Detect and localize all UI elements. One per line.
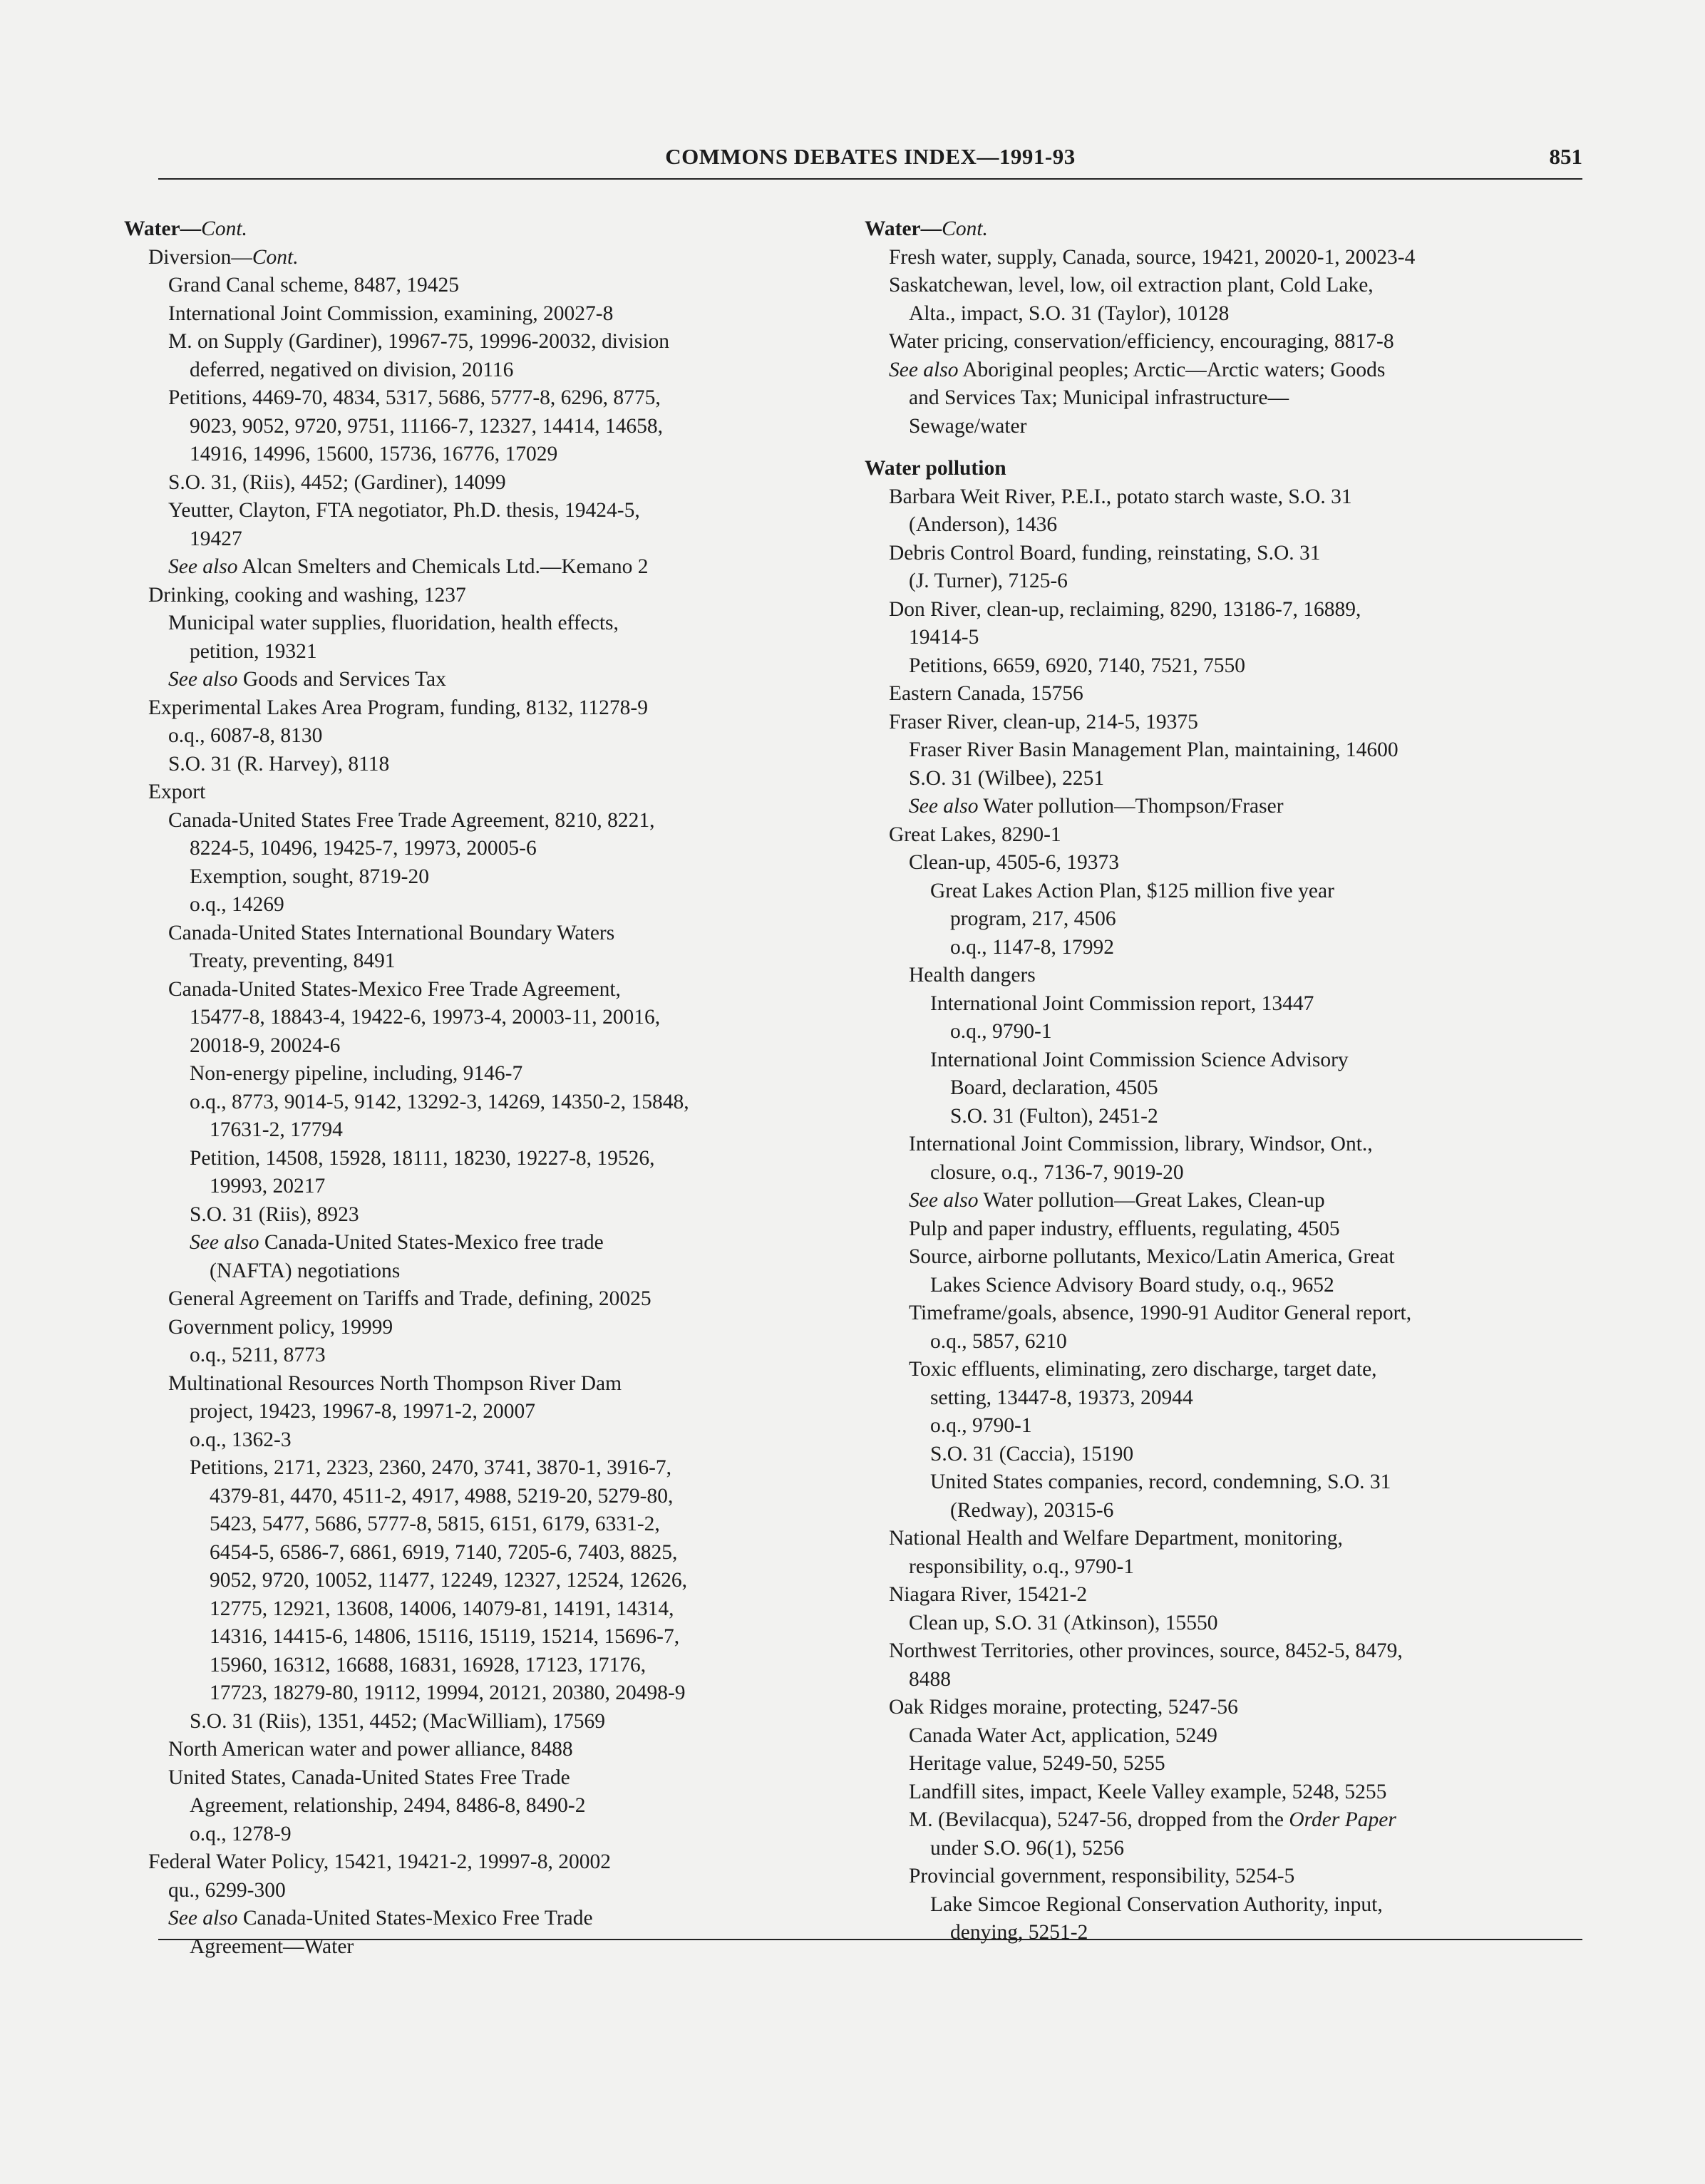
entry-text: Barbara Weit River, P.E.I., potato starch waste, S.O. 31: [889, 485, 1352, 508]
entry-text: 17723, 18279-80, 19112, 19994, 20121, 20380, 20498-9: [210, 1681, 686, 1704]
entry-text: S.O. 31 (Caccia), 15190: [930, 1442, 1134, 1466]
index-entry: [124, 413, 844, 441]
see-also-label: See also: [190, 1231, 259, 1254]
index-entry: [124, 1848, 844, 1877]
see-also-label: See also: [909, 795, 979, 818]
index-entry: [124, 1341, 844, 1370]
index-entry: [865, 1694, 1585, 1722]
index-entry: [124, 1510, 844, 1539]
index-entry: [865, 1919, 1585, 1947]
entry-text: o.q., 9790-1: [930, 1414, 1032, 1437]
entry-text: Fraser River, clean-up, 214-5, 19375: [889, 710, 1198, 733]
entry-italic-text: Cont.: [201, 217, 247, 240]
index-entry: [865, 849, 1585, 877]
index-entry: [865, 736, 1585, 765]
index-entry: [124, 891, 844, 920]
entry-text: 9052, 9720, 10052, 11477, 12249, 12327, 12524, 12626,: [210, 1569, 688, 1592]
entry-text: o.q., 8773, 9014-5, 9142, 13292-3, 14269, 14350-2, 15848,: [190, 1090, 689, 1113]
index-entry: [124, 920, 844, 948]
entry-text: National Health and Welfare Department, monitoring,: [889, 1527, 1343, 1550]
entry-text: closure, o.q., 7136-7, 9019-20: [930, 1160, 1184, 1184]
page-header: [158, 139, 1582, 175]
index-entry: [865, 934, 1585, 962]
entry-text: Canada-United States International Boundary Waters: [168, 921, 615, 944]
entry-text: Aboriginal peoples; Arctic—Arctic waters; Goods: [958, 358, 1386, 381]
index-entry: [124, 1257, 844, 1286]
index-entry: [124, 1314, 844, 1342]
entry-text: Water pricing, conservation/efficiency, encouraging, 8817-8: [889, 330, 1394, 353]
index-entry: [865, 1215, 1585, 1244]
index-entry: [865, 1018, 1585, 1046]
index-entry: [865, 1103, 1585, 1131]
entry-text: S.O. 31 (Wilbee), 2251: [909, 766, 1105, 790]
entry-text: 8488: [909, 1667, 951, 1691]
entry-text: o.q., 6087-8, 8130: [168, 724, 323, 747]
entry-italic-text: Cont.: [252, 245, 299, 269]
index-entry: [124, 1201, 844, 1230]
index-entry: [124, 1905, 844, 1933]
index-entry: [865, 483, 1585, 512]
entry-text: 19993, 20217: [210, 1175, 326, 1197]
entry-text: Diversion—: [148, 245, 252, 269]
entry-text: S.O. 31 (Riis), 8923: [190, 1202, 359, 1226]
index-entry: [865, 1750, 1585, 1778]
entry-text: M. (Bevilacqua), 5247-56, dropped from the: [909, 1808, 1289, 1831]
index-entry: [124, 328, 844, 356]
index-entry: [865, 272, 1585, 300]
index-entry: [865, 793, 1585, 821]
entry-text: Petition, 14508, 15928, 18111, 18230, 19227-8, 19526,: [190, 1146, 655, 1170]
index-entry: [124, 1877, 844, 1905]
index-entry: [124, 1736, 844, 1764]
entry-text: (Anderson), 1436: [909, 513, 1058, 536]
entry-text: Grand Canal scheme, 8487, 19425: [168, 274, 459, 297]
index-entry: [124, 1539, 844, 1567]
index-entry: [124, 1398, 844, 1426]
index-entry: [865, 1046, 1585, 1075]
entry-text: M. on Supply (Gardiner), 19967-75, 19996-20032, division: [168, 330, 670, 353]
index-entry: [124, 497, 844, 525]
entry-text: Petitions, 4469-70, 4834, 5317, 5686, 5777-8, 6296, 8775,: [168, 386, 661, 409]
index-entry: [865, 962, 1585, 990]
entry-text: Multinational Resources North Thompson River Dam: [168, 1371, 622, 1395]
entry-text: Canada-United States-Mexico Free Trade: [237, 1907, 593, 1930]
entry-text: Niagara River, 15421-2: [889, 1583, 1088, 1606]
index-entry: [124, 694, 844, 723]
entry-text: responsibility, o.q., 9790-1: [909, 1555, 1135, 1578]
index-entry: [865, 1637, 1585, 1666]
index-entry: [124, 1173, 844, 1201]
entry-text: 14916, 14996, 15600, 15736, 16776, 17029: [190, 443, 558, 465]
entry-text: Experimental Lakes Area Program, funding, 8132, 11278-9: [148, 696, 648, 719]
index-entry: [865, 384, 1585, 413]
entry-text: 12775, 12921, 13608, 14006, 14079-81, 14191, 14314,: [210, 1597, 674, 1620]
index-entry: [865, 1666, 1585, 1694]
index-entry: [865, 356, 1585, 385]
index-entry: [124, 863, 844, 892]
index-entry: [865, 1328, 1585, 1356]
entry-text: Canada Water Act, application, 5249: [909, 1724, 1217, 1747]
entry-text: S.O. 31, (Riis), 4452; (Gardiner), 14099: [168, 470, 506, 494]
entry-text: Northwest Territories, other provinces, source, 8452-5, 8479,: [889, 1639, 1403, 1662]
index-entry: [124, 1567, 844, 1595]
entry-text: denying, 5251-2: [950, 1921, 1088, 1944]
index-entry: [124, 609, 844, 638]
entry-text: 4379-81, 4470, 4511-2, 4917, 4988, 5219-20, 5279-80,: [210, 1484, 674, 1508]
entry-text: United States, Canada-United States Free Trade: [168, 1766, 570, 1789]
entry-text: Alta., impact, S.O. 31 (Taylor), 10128: [909, 302, 1230, 325]
index-entry: [124, 1595, 844, 1624]
entry-text: Lakes Science Advisory Board study, o.q., 9652: [930, 1273, 1334, 1297]
index-entry: [124, 356, 844, 385]
entry-text: Eastern Canada, 15756: [889, 682, 1083, 705]
index-entry: [124, 525, 844, 554]
entry-text: Sewage/water: [909, 414, 1027, 438]
index-entry: [865, 1356, 1585, 1384]
index-entry: [124, 1623, 844, 1652]
entry-text: Provincial government, responsibility, 5254-5: [909, 1865, 1295, 1887]
entry-text: Agreement—Water: [190, 1935, 354, 1958]
entry-text: Municipal water supplies, fluoridation, health effects,: [168, 612, 619, 634]
index-entry: [865, 1609, 1585, 1638]
index-entry: [865, 765, 1585, 793]
entry-text: Great Lakes Action Plan, $125 million five year: [930, 879, 1334, 902]
index-entry: [865, 990, 1585, 1019]
index-entry: [124, 1285, 844, 1314]
index-entry: [124, 1426, 844, 1455]
index-heading: [865, 455, 1585, 483]
see-also-label: See also: [909, 1189, 979, 1212]
index-entry: [124, 441, 844, 469]
entry-text: International Joint Commission, examining, 20027-8: [168, 302, 614, 325]
index-entry: [865, 1243, 1585, 1272]
entry-text: Treaty, preventing, 8491: [190, 949, 396, 972]
entry-text: Clean-up, 4505-6, 19373: [909, 851, 1119, 874]
entry-text: United States companies, record, condemning, S.O. 31: [930, 1470, 1391, 1493]
index-entry: [865, 1891, 1585, 1920]
index-entry: [124, 751, 844, 779]
index-entry: [124, 638, 844, 666]
entry-text: project, 19423, 19967-8, 19971-2, 20007: [190, 1400, 536, 1423]
footer-rule: [158, 1939, 1582, 1940]
entry-text: and Services Tax; Municipal infrastructure—: [909, 386, 1289, 409]
entry-text: Canada-United States Free Trade Agreement, 8210, 8221,: [168, 808, 655, 832]
entry-text: Water—: [124, 217, 202, 240]
index-entry: [865, 540, 1585, 568]
index-entry: [124, 1933, 844, 1962]
see-also-label: See also: [168, 668, 238, 691]
index-entry: [865, 1525, 1585, 1553]
index-entry: [124, 1454, 844, 1483]
entry-text: Water pollution—Thompson/Fraser: [978, 795, 1284, 818]
index-entry: [124, 384, 844, 413]
entry-text: Pulp and paper industry, effluents, regulating, 4505: [909, 1217, 1340, 1240]
entry-text: setting, 13447-8, 19373, 20944: [930, 1386, 1193, 1409]
entry-text: 14316, 14415-6, 14806, 15116, 15119, 15214, 15696-7,: [210, 1625, 680, 1648]
index-entry: [124, 582, 844, 610]
index-entry: [124, 666, 844, 694]
index-entry: [124, 272, 844, 300]
index-entry: [124, 469, 844, 498]
entry-text: North American water and power alliance, 8488: [168, 1738, 573, 1761]
entry-text: International Joint Commission Science Advisory: [930, 1048, 1349, 1071]
index-entry: [865, 1130, 1585, 1159]
entry-text: Yeutter, Clayton, FTA negotiator, Ph.D. thesis, 19424-5,: [168, 499, 640, 522]
entry-italic-text: Order Paper: [1289, 1808, 1396, 1831]
entry-text: Fresh water, supply, Canada, source, 19421, 20020-1, 20023-4: [889, 245, 1416, 269]
index-entry: [865, 905, 1585, 934]
entry-text: (J. Turner), 7125-6: [909, 570, 1068, 592]
index-entry: [124, 947, 844, 976]
entry-text: petition, 19321: [190, 639, 317, 663]
entry-text: deferred, negatived on division, 20116: [190, 358, 514, 381]
entry-text: Saskatchewan, level, low, oil extraction plant, Cold Lake,: [889, 274, 1374, 297]
entry-text: 5423, 5477, 5686, 5777-8, 5815, 6151, 6179, 6331-2,: [210, 1513, 660, 1535]
entry-text: 20018-9, 20024-6: [190, 1034, 341, 1057]
entry-text: o.q., 5857, 6210: [930, 1329, 1067, 1353]
entry-text: o.q., 9790-1: [950, 1020, 1052, 1043]
entry-text: Lake Simcoe Regional Conservation Authority, input,: [930, 1892, 1383, 1916]
entry-text: Clean up, S.O. 31 (Atkinson), 15550: [909, 1611, 1218, 1634]
index-entry: [124, 1820, 844, 1849]
index-entry: [865, 624, 1585, 652]
entry-text: Great Lakes, 8290-1: [889, 823, 1061, 846]
index-entry: [124, 778, 844, 807]
index-entry: [124, 553, 844, 582]
index-entry: [865, 877, 1585, 906]
entry-text: o.q., 5211, 8773: [190, 1344, 326, 1366]
index-entry: [124, 1229, 844, 1257]
index-entry: [865, 1835, 1585, 1863]
running-title: COMMONS DEBATES INDEX—1991-93: [665, 144, 1076, 169]
entry-text: General Agreement on Tariffs and Trade, defining, 20025: [168, 1287, 651, 1310]
index-entry: [124, 1370, 844, 1399]
index-entry: [865, 1299, 1585, 1328]
entry-text: qu., 6299-300: [168, 1878, 286, 1902]
entry-text: Petitions, 6659, 6920, 7140, 7521, 7550: [909, 654, 1246, 677]
index-entry: [865, 1863, 1585, 1891]
index-heading: [865, 215, 1585, 244]
index-entry: [865, 1468, 1585, 1497]
index-entry: [865, 1412, 1585, 1441]
index-entry: [124, 1652, 844, 1680]
page-number: 851: [1549, 144, 1582, 169]
index-entry: [865, 1441, 1585, 1469]
index-entry: [865, 596, 1585, 624]
index-entry: [865, 1497, 1585, 1525]
index-entry: [865, 567, 1585, 596]
entry-text: Oak Ridges moraine, protecting, 5247-56: [889, 1696, 1238, 1719]
see-also-label: See also: [889, 358, 959, 381]
index-entry: [865, 1074, 1585, 1103]
see-also-label: See also: [168, 1907, 238, 1930]
entry-text: (Redway), 20315-6: [950, 1498, 1114, 1522]
index-entry: [124, 1792, 844, 1820]
index-entry: [865, 652, 1585, 681]
entry-text: o.q., 1278-9: [190, 1822, 292, 1845]
index-entry: [865, 1553, 1585, 1582]
index-entry: [865, 1272, 1585, 1300]
index-entry: [124, 807, 844, 835]
index-entry: [865, 328, 1585, 356]
index-entry: [124, 300, 844, 329]
entry-text: o.q., 1362-3: [190, 1428, 292, 1451]
index-entry: [124, 1679, 844, 1708]
index-entry: [865, 1806, 1585, 1835]
entry-text: Water pollution: [865, 457, 1006, 480]
entry-text: Board, declaration, 4505: [950, 1076, 1158, 1099]
left-column: [124, 215, 844, 1961]
index-entry: [865, 413, 1585, 441]
entry-text: Canada-United States-Mexico free trade: [259, 1231, 604, 1254]
entry-text: Canada-United States-Mexico Free Trade Agreement,: [168, 977, 621, 1001]
entry-text: o.q., 1147-8, 17992: [950, 935, 1114, 959]
index-entry: [124, 1060, 844, 1088]
index-entry: [124, 835, 844, 863]
index-entry: [865, 709, 1585, 737]
entry-text: Government policy, 19999: [168, 1315, 393, 1339]
index-entry: [865, 1187, 1585, 1215]
entry-text: Agreement, relationship, 2494, 8486-8, 8490-2: [190, 1794, 586, 1817]
entry-text: 6454-5, 6586-7, 6861, 6919, 7140, 7205-6, 7403, 8825,: [210, 1540, 678, 1564]
entry-text: Toxic effluents, eliminating, zero discharge, target date,: [909, 1358, 1377, 1381]
index-entry: [865, 300, 1585, 329]
entry-text: 9023, 9052, 9720, 9751, 11166-7, 12327, 14414, 14658,: [190, 414, 664, 438]
index-entry: [865, 1722, 1585, 1751]
entry-text: International Joint Commission, library, Windsor, Ont.,: [909, 1133, 1373, 1155]
index-entry: [124, 1116, 844, 1145]
index-entry: [865, 511, 1585, 540]
right-column: [865, 215, 1585, 1947]
entry-text: Export: [148, 781, 206, 803]
entry-text: S.O. 31 (Riis), 1351, 4452; (MacWilliam), 17569: [190, 1709, 606, 1733]
see-also-label: See also: [168, 555, 238, 578]
entry-text: Source, airborne pollutants, Mexico/Latin America, Great: [909, 1245, 1395, 1268]
entry-text: under S.O. 96(1), 5256: [930, 1836, 1125, 1860]
entry-text: program, 217, 4506: [950, 907, 1116, 930]
entry-text: Timeframe/goals, absence, 1990-91 Auditor General report,: [909, 1302, 1412, 1324]
entry-text: Debris Control Board, funding, reinstating, S.O. 31: [889, 541, 1321, 565]
entry-text: 8224-5, 10496, 19425-7, 19973, 20005-6: [190, 837, 537, 860]
entry-text: Don River, clean-up, reclaiming, 8290, 13186-7, 16889,: [889, 597, 1361, 621]
entry-text: Goods and Services Tax: [237, 668, 446, 691]
index-entry: [124, 1004, 844, 1032]
index-entry: [124, 976, 844, 1004]
header-rule: [158, 178, 1582, 180]
entry-text: S.O. 31 (Fulton), 2451-2: [950, 1104, 1158, 1128]
entry-italic-text: Cont.: [942, 217, 988, 240]
index-entry: [124, 244, 844, 272]
index-entry: [124, 1483, 844, 1511]
entry-text: 15960, 16312, 16688, 16831, 16928, 17123, 17176,: [210, 1653, 647, 1676]
index-entry: [124, 1145, 844, 1173]
entry-text: 17631-2, 17794: [210, 1118, 343, 1141]
entry-text: International Joint Commission report, 13447: [930, 991, 1314, 1015]
entry-text: Fraser River Basin Management Plan, maintaining, 14600: [909, 738, 1398, 761]
entry-text: Heritage value, 5249-50, 5255: [909, 1752, 1165, 1775]
entry-text: Health dangers: [909, 964, 1036, 987]
index-entry: [124, 1032, 844, 1061]
entry-text: Drinking, cooking and washing, 1237: [148, 583, 466, 607]
index-entry: [865, 1159, 1585, 1188]
entry-text: Federal Water Policy, 15421, 19421-2, 19997-8, 20002: [148, 1850, 611, 1873]
index-entry: [865, 1778, 1585, 1807]
entry-text: 19427: [190, 527, 242, 550]
index-entry: [124, 1088, 844, 1117]
entry-text: 19414-5: [909, 626, 979, 649]
index-entry: [865, 821, 1585, 850]
index-entry: [865, 244, 1585, 272]
entry-text: o.q., 14269: [190, 893, 284, 916]
entry-text: 15477-8, 18843-4, 19422-6, 19973-4, 20003-11, 20016,: [190, 1006, 661, 1029]
entry-text: Water—: [865, 217, 942, 240]
entry-text: Exemption, sought, 8719-20: [190, 865, 429, 888]
index-entry: [865, 1384, 1585, 1413]
entry-text: Landfill sites, impact, Keele Valley example, 5248, 5255: [909, 1780, 1387, 1803]
entry-text: Alcan Smelters and Chemicals Ltd.—Kemano 2: [237, 555, 649, 578]
entry-text: (NAFTA) negotiations: [210, 1259, 401, 1282]
index-entry: [124, 722, 844, 751]
index-heading: [124, 215, 844, 244]
entry-text: S.O. 31 (R. Harvey), 8118: [168, 752, 390, 776]
index-entry: [865, 1581, 1585, 1609]
index-entry: [865, 680, 1585, 709]
index-entry: [124, 1764, 844, 1793]
index-entry: [124, 1708, 844, 1736]
entry-text: Water pollution—Great Lakes, Clean-up: [978, 1189, 1325, 1212]
entry-text: Non-energy pipeline, including, 9146-7: [190, 1062, 523, 1085]
entry-text: Petitions, 2171, 2323, 2360, 2470, 3741, 3870-1, 3916-7,: [190, 1456, 672, 1479]
